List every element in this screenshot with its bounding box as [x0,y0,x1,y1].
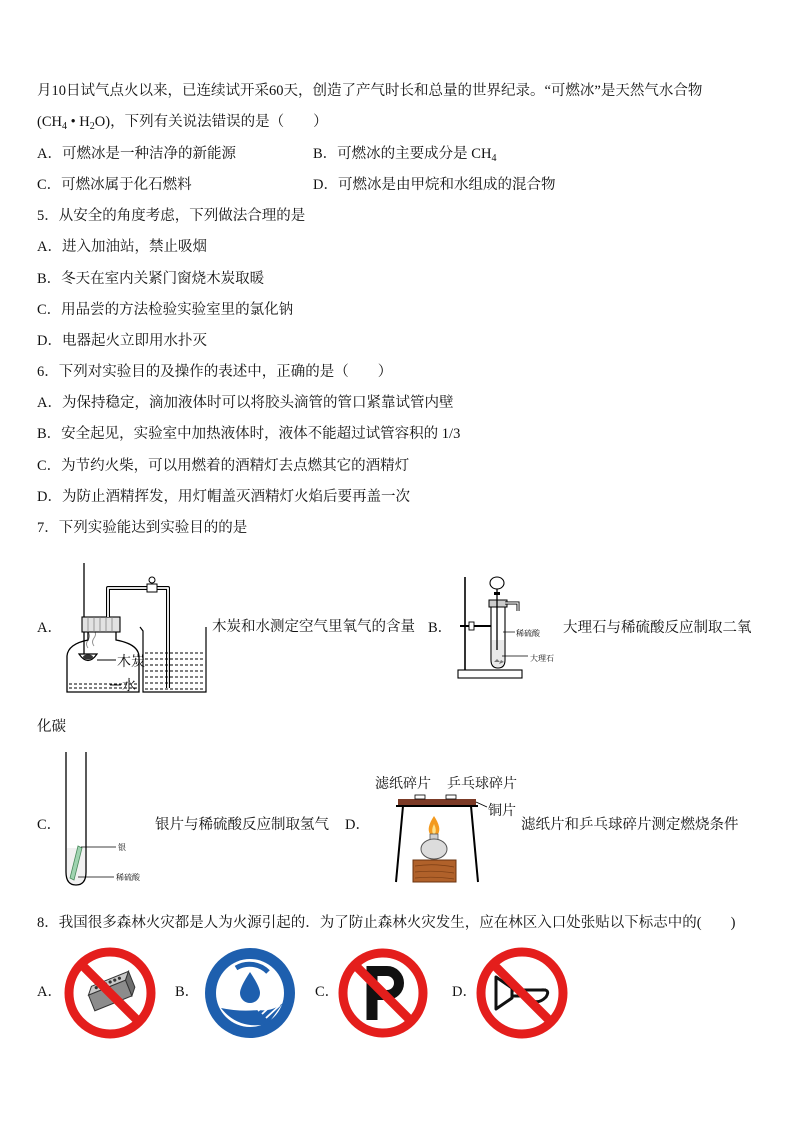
q4-option-d: D．可燃冰是由甲烷和水组成的混合物 [313,177,556,193]
q7-option-b-apparatus [452,570,562,685]
filter-paper-piece [415,795,425,799]
q6-option-a: A．为保持稳定，滴加液体时可以将胶头滴管的管口紧靠试管内壁 [37,395,454,411]
q4-option-a: A．可燃冰是一种洁净的新能源 [37,146,236,162]
q7-option-a-letter: A． [37,620,62,636]
q7-option-b-description: 大理石与稀硫酸反应制取二氧 [563,620,752,636]
q6-option-b: B．安全起见，实验室中加热液体时，液体不能超过试管容积的 1/3 [37,426,461,442]
dilute-sulfuric-acid-label: 稀硫酸 [116,873,140,882]
q5-stem: 5．从安全的角度考虑，下列做法合理的是 [37,208,306,224]
water-saving-sign-icon [202,945,298,1041]
alcohol-lamp [421,839,447,859]
no-parking-sign-icon [336,945,432,1041]
q7-stem: 7．下列实验能达到实验目的的是 [37,520,248,536]
marble-label: 大理石 [530,654,554,663]
q8-option-c-letter: C． [315,984,340,1000]
iron-clamp-knob [469,622,474,630]
q8-option-b-letter: B． [175,984,200,1000]
q7-option-c-apparatus [55,745,145,890]
no-matches-sign-icon [62,945,158,1041]
q4-option-c: C．可燃冰属于化石燃料 [37,177,192,193]
silver-label: 银 [118,843,126,852]
q8-option-d-letter: D． [452,984,477,1000]
delivery-tube-outline [108,588,168,688]
tube-clamp-screw [149,577,155,583]
q4-formula-part: (CH [37,114,62,130]
q4-stem-line-1: 月10日试气点火以来，已连续试开采60天，创造了产气时长和总量的世界纪录。“可燃冰”是天然气水合物 [37,83,703,99]
q4-formula-subscript: 2 [89,121,95,132]
q4-option-b-subscript: 4 [491,153,497,164]
tube-stopper [489,600,507,607]
no-horn-sign-icon [474,945,570,1041]
charcoal-piece [83,655,93,660]
q7-option-b-letter: B． [428,620,453,636]
q4-option-b-text: B．可燃冰的主要成分是 CH [313,146,492,162]
separatory-funnel-bulb [490,577,504,589]
q7-option-a-apparatus [40,555,210,700]
q7-option-a-description: 木炭和水测定空气里氧气的含量 [212,619,415,635]
q5-option-d: D．电器起火立即用水扑灭 [37,333,207,349]
q6-option-c: C．为节约火柴，可以用燃着的酒精灯去点燃其它的酒精灯 [37,458,410,474]
charcoal-label: 木炭 [117,655,145,670]
ping-pong-fragment-label: 乒乓球碎片 [447,777,517,792]
water-label: 水 [122,679,136,694]
tube-clamp [147,584,157,592]
q6-option-d: D．为防止酒精挥发，用灯帽盖灭酒精灯火焰后要再盖一次 [37,489,410,505]
q4-stem-line-2 [37,113,328,131]
filter-paper-label: 滤纸碎片 [375,777,431,792]
q7-option-d-description: 滤纸片和乒乓球碎片测定燃烧条件 [521,817,739,833]
q8-option-a-letter: A． [37,984,62,1000]
q5-option-c: C．用品尝的方法检验实验室里的氯化钠 [37,302,294,318]
q7-option-d-letter: D． [345,817,370,833]
q4-formula-part: • H [66,114,90,130]
q4-stem-text: O)，下列有关说法错误的是（ ） [94,114,328,130]
q5-option-a: A．进入加油站，禁止吸烟 [37,239,207,255]
q4-formula-subscript: 4 [61,121,67,132]
q4-option-b [313,145,496,163]
copper-plate-label: 铜片 [488,804,516,819]
q6-stem: 6．下列对实验目的及操作的表述中，正确的是（ ） [37,364,393,380]
copper-plate [398,799,476,805]
q7-option-d-apparatus [370,772,520,887]
beaker-water [145,653,204,689]
beaker [140,627,206,692]
iron-stand-base [458,670,522,678]
dilute-sulfuric-acid-label: 稀硫酸 [516,629,540,638]
q8-stem: 8．我国很多森林火灾都是人为火源引起的．为了防止森林火灾发生，应在林区入口处张贴以下标志中的( ) [37,915,736,931]
funnel-stopcock [494,592,500,595]
q7-option-c-letter: C． [37,817,62,833]
q7-option-c-description: 银片与稀硫酸反应制取氢气 [155,817,329,833]
delivery-tube-bore [108,588,168,688]
q7-option-b-description-wrap: 化碳 [37,719,66,735]
dilute-sulfuric-acid-liquid [492,640,504,667]
ping-pong-piece [446,795,456,799]
q5-option-b: B．冬天在室内关紧门窗烧木炭取暖 [37,271,265,287]
